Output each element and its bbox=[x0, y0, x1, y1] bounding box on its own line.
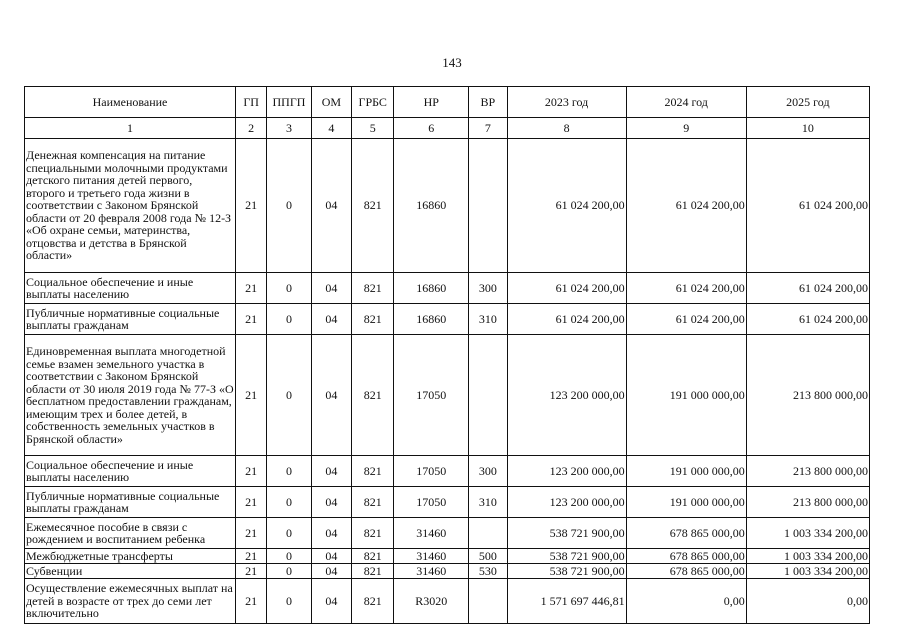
row-ppgp: 0 bbox=[267, 549, 311, 564]
row-gp: 21 bbox=[235, 579, 266, 624]
row-om: 04 bbox=[311, 564, 351, 579]
row-grbs: 821 bbox=[352, 518, 394, 549]
row-nr: 31460 bbox=[394, 549, 469, 564]
row-amount-2023: 1 571 697 446,81 bbox=[507, 579, 626, 624]
index-cell: 8 bbox=[507, 118, 626, 139]
row-om: 04 bbox=[311, 139, 351, 273]
row-grbs: 821 bbox=[352, 549, 394, 564]
row-grbs: 821 bbox=[352, 335, 394, 456]
row-vr: 530 bbox=[469, 564, 507, 579]
row-amount-2024: 191 000 000,00 bbox=[626, 456, 746, 487]
row-name: Осуществление ежемесячных выплат на детей в возрасте от трех до семи лет включительно bbox=[25, 579, 236, 624]
row-ppgp: 0 bbox=[267, 335, 311, 456]
row-nr: 17050 bbox=[394, 456, 469, 487]
row-vr bbox=[469, 579, 507, 624]
row-om: 04 bbox=[311, 273, 351, 304]
row-ppgp: 0 bbox=[267, 579, 311, 624]
row-nr: 31460 bbox=[394, 518, 469, 549]
row-vr: 300 bbox=[469, 456, 507, 487]
row-nr: 16860 bbox=[394, 304, 469, 335]
row-amount-2025: 213 800 000,00 bbox=[746, 456, 869, 487]
index-cell: 5 bbox=[352, 118, 394, 139]
header-gp: ГП bbox=[235, 87, 266, 118]
index-cell: 9 bbox=[626, 118, 746, 139]
index-cell: 6 bbox=[394, 118, 469, 139]
row-ppgp: 0 bbox=[267, 139, 311, 273]
page-number: 143 bbox=[442, 55, 462, 70]
row-gp: 21 bbox=[235, 487, 266, 518]
table-row bbox=[25, 549, 870, 564]
table-row bbox=[25, 273, 870, 304]
row-gp: 21 bbox=[235, 549, 266, 564]
row-grbs: 821 bbox=[352, 564, 394, 579]
row-grbs: 821 bbox=[352, 139, 394, 273]
row-gp: 21 bbox=[235, 139, 266, 273]
row-grbs: 821 bbox=[352, 273, 394, 304]
row-grbs: 821 bbox=[352, 579, 394, 624]
row-amount-2023: 538 721 900,00 bbox=[507, 549, 626, 564]
table-row bbox=[25, 139, 870, 273]
table-row bbox=[25, 456, 870, 487]
row-amount-2024: 678 865 000,00 bbox=[626, 564, 746, 579]
row-nr: 16860 bbox=[394, 139, 469, 273]
header-2023: 2023 год bbox=[507, 87, 626, 118]
row-name: Единовременная выплата многодетной семье взамен земельного участка в соответствии с Законом Брянской области от 30 июля 2019 года № 77-З «О бесплатном предоставлении гражданам, имеющим трех и более детей, в собственность земельных участков в Брянской области» bbox=[25, 335, 236, 456]
header-vr: ВР bbox=[469, 87, 507, 118]
row-amount-2023: 123 200 000,00 bbox=[507, 487, 626, 518]
row-om: 04 bbox=[311, 518, 351, 549]
row-om: 04 bbox=[311, 456, 351, 487]
row-name: Субвенции bbox=[25, 564, 236, 579]
row-name: Межбюджетные трансферты bbox=[25, 549, 236, 564]
row-gp: 21 bbox=[235, 456, 266, 487]
row-grbs: 821 bbox=[352, 456, 394, 487]
row-name: Социальное обеспечение и иные выплаты населению bbox=[25, 273, 236, 304]
row-ppgp: 0 bbox=[267, 564, 311, 579]
row-nr: 17050 bbox=[394, 487, 469, 518]
index-cell: 3 bbox=[267, 118, 311, 139]
header-2025: 2025 год bbox=[746, 87, 869, 118]
row-amount-2023: 61 024 200,00 bbox=[507, 273, 626, 304]
row-gp: 21 bbox=[235, 518, 266, 549]
row-ppgp: 0 bbox=[267, 487, 311, 518]
row-gp: 21 bbox=[235, 304, 266, 335]
row-amount-2024: 191 000 000,00 bbox=[626, 335, 746, 456]
header-name: Наименование bbox=[25, 87, 236, 118]
header-nr: НР bbox=[394, 87, 469, 118]
row-name: Ежемесячное пособие в связи с рождением и воспитанием ребенка bbox=[25, 518, 236, 549]
budget-table bbox=[24, 86, 870, 624]
index-cell: 4 bbox=[311, 118, 351, 139]
row-amount-2025: 61 024 200,00 bbox=[746, 139, 869, 273]
row-vr: 500 bbox=[469, 549, 507, 564]
row-vr: 310 bbox=[469, 304, 507, 335]
row-vr bbox=[469, 335, 507, 456]
header-grbs: ГРБС bbox=[352, 87, 394, 118]
row-amount-2025: 0,00 bbox=[746, 579, 869, 624]
row-ppgp: 0 bbox=[267, 518, 311, 549]
row-amount-2025: 213 800 000,00 bbox=[746, 335, 869, 456]
table-row bbox=[25, 564, 870, 579]
row-amount-2024: 61 024 200,00 bbox=[626, 273, 746, 304]
row-amount-2024: 191 000 000,00 bbox=[626, 487, 746, 518]
row-name: Социальное обеспечение и иные выплаты населению bbox=[25, 456, 236, 487]
row-amount-2024: 61 024 200,00 bbox=[626, 139, 746, 273]
row-gp: 21 bbox=[235, 564, 266, 579]
row-amount-2025: 1 003 334 200,00 bbox=[746, 564, 869, 579]
row-amount-2023: 538 721 900,00 bbox=[507, 564, 626, 579]
row-amount-2024: 678 865 000,00 bbox=[626, 518, 746, 549]
header-2024: 2024 год bbox=[626, 87, 746, 118]
row-grbs: 821 bbox=[352, 304, 394, 335]
row-om: 04 bbox=[311, 487, 351, 518]
index-cell: 10 bbox=[746, 118, 869, 139]
row-amount-2025: 61 024 200,00 bbox=[746, 273, 869, 304]
row-vr bbox=[469, 518, 507, 549]
table-row bbox=[25, 304, 870, 335]
row-amount-2024: 61 024 200,00 bbox=[626, 304, 746, 335]
row-om: 04 bbox=[311, 335, 351, 456]
header-ppgp: ППГП bbox=[267, 87, 311, 118]
row-vr: 310 bbox=[469, 487, 507, 518]
row-amount-2024: 0,00 bbox=[626, 579, 746, 624]
row-nr: 31460 bbox=[394, 564, 469, 579]
header-row bbox=[25, 87, 870, 118]
row-amount-2023: 123 200 000,00 bbox=[507, 335, 626, 456]
row-name: Публичные нормативные социальные выплаты гражданам bbox=[25, 304, 236, 335]
row-grbs: 821 bbox=[352, 487, 394, 518]
row-om: 04 bbox=[311, 304, 351, 335]
row-gp: 21 bbox=[235, 335, 266, 456]
row-name: Публичные нормативные социальные выплаты гражданам bbox=[25, 487, 236, 518]
column-index-row bbox=[25, 118, 870, 139]
row-amount-2023: 538 721 900,00 bbox=[507, 518, 626, 549]
row-ppgp: 0 bbox=[267, 456, 311, 487]
table-row bbox=[25, 487, 870, 518]
row-nr: R3020 bbox=[394, 579, 469, 624]
row-gp: 21 bbox=[235, 273, 266, 304]
row-amount-2023: 123 200 000,00 bbox=[507, 456, 626, 487]
row-amount-2023: 61 024 200,00 bbox=[507, 304, 626, 335]
table-row bbox=[25, 579, 870, 624]
row-amount-2023: 61 024 200,00 bbox=[507, 139, 626, 273]
row-nr: 16860 bbox=[394, 273, 469, 304]
row-amount-2025: 61 024 200,00 bbox=[746, 304, 869, 335]
row-name: Денежная компенсация на питание специальными молочными продуктами детского питания детей первого, второго и третьего года жизни в соответствии с Законом Брянской области от 20 февраля 2008 года № 12-З «Об охране семьи, материнства, отцовства и детства в Брянской области» bbox=[25, 139, 236, 273]
row-om: 04 bbox=[311, 579, 351, 624]
row-amount-2024: 678 865 000,00 bbox=[626, 549, 746, 564]
index-cell: 1 bbox=[25, 118, 236, 139]
row-amount-2025: 1 003 334 200,00 bbox=[746, 518, 869, 549]
row-amount-2025: 1 003 334 200,00 bbox=[746, 549, 869, 564]
index-cell: 2 bbox=[235, 118, 266, 139]
row-ppgp: 0 bbox=[267, 304, 311, 335]
header-om: ОМ bbox=[311, 87, 351, 118]
row-amount-2025: 213 800 000,00 bbox=[746, 487, 869, 518]
table-row bbox=[25, 518, 870, 549]
row-nr: 17050 bbox=[394, 335, 469, 456]
row-om: 04 bbox=[311, 549, 351, 564]
row-vr: 300 bbox=[469, 273, 507, 304]
index-cell: 7 bbox=[469, 118, 507, 139]
row-ppgp: 0 bbox=[267, 273, 311, 304]
table-row bbox=[25, 335, 870, 456]
row-vr bbox=[469, 139, 507, 273]
